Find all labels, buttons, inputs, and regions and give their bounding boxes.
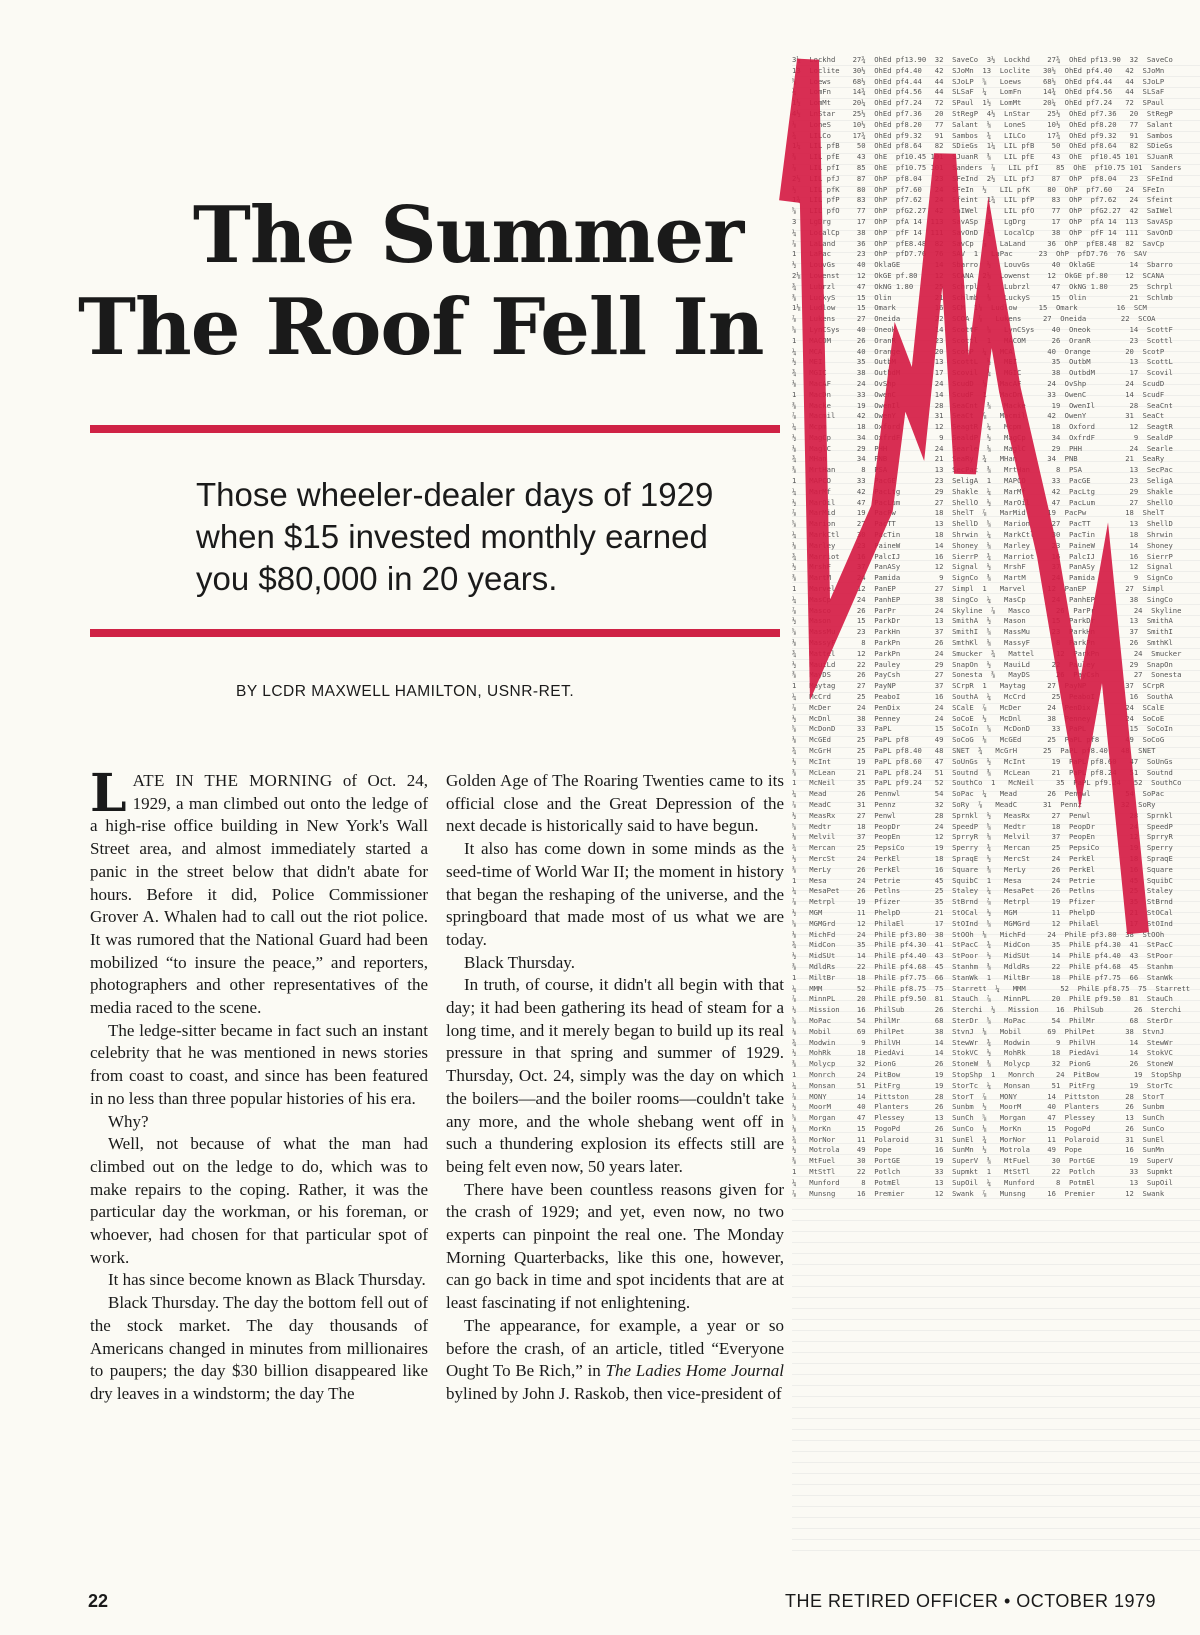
stock-listing-row: ½ MidSUt 14 PhilE pf4.40 43 StPoor ½ MidSUt 14 PhilE pf4.40 43 StPoor xyxy=(792,951,1173,961)
stock-listing-row: 1½ LomMt 20¼ OhEd pf7.24 72 SPaul 1½ LomMt 20¼ OhEd pf7.24 72 SPaul xyxy=(792,98,1165,108)
stock-listing-row: 3½ Lockhd 27¾ OhEd pf13.90 32 SaveCo 3½ Lockhd 27¾ OhEd pf13.90 32 SaveCo xyxy=(792,55,1173,64)
byline: BY LCDR MAXWELL HAMILTON, USNR-RET. xyxy=(236,683,575,700)
stock-listing-row: ⅝ MassMu 23 ParkHn 37 SmithI ⅝ MassMu 23 ParkHn 37 SmithI xyxy=(792,627,1173,637)
stock-listing-row: 1 MAPCO 33 PacGE 23 SeligA 1 MAPCO 33 PacGE 23 SeligA xyxy=(792,476,1173,486)
stock-listing-row: ⅜ MdldRs 22 PhilE pf4.68 45 Stanhm ⅜ MdldRs 22 PhilE pf4.68 45 Stanhm xyxy=(792,961,1173,971)
stock-listing-row: ⅜ McLean 21 PaPL pf8.24 51 Soutnd ⅜ McLean 21 PaPL pf8.24 51 Soutnd xyxy=(792,767,1173,777)
stock-listing-row: 13 Loclite 30½ OhEd pf4.40 42 SJoMn 13 Loclite 30½ OhEd pf4.40 42 SJoMn xyxy=(792,65,1165,75)
stock-listing-row: ¾ Mattel 12 ParkPn 24 Smucker ¾ Mattel 12 ParkPn 24 Smucker xyxy=(792,648,1182,658)
body-paragraph: It has since become known as Black Thursday. xyxy=(108,1270,426,1290)
stock-listing-row: ⅝ MoPac 54 PhilMr 68 SterDr ⅝ MoPac 54 PhilMr 68 SterDr xyxy=(792,1015,1173,1025)
stock-listing-row: ¼ MMM 52 PhilE pf8.75 75 Starrett ¼ MMM 52 PhilE pf8.75 75 Starrett xyxy=(792,983,1191,993)
stock-listing-row: 1 Mesa 24 Petrie 45 SquibC 1 Mesa 24 Petrie 45 SquibC xyxy=(792,875,1173,885)
stock-listing-row: ½ LouvGs 40 OklaGE 14 Sbarro ½ LouvGs 40 OklaGE 14 Sbarro xyxy=(792,260,1173,270)
body-paragraph: Black Thursday. xyxy=(464,952,575,972)
body-text: The appearance, for example, a year or so before the crash, of an article, titled “Everyone Ought To Be Rich,” in xyxy=(446,1315,784,1381)
stock-listing-row: ¼ MarkCtl 30 PacTin 18 Shrwin ¼ MarkCtl 30 PacTin 18 Shrwin xyxy=(792,530,1173,540)
stock-listing-row: ⅞ MeadC 31 Pennz 32 SoRy ⅞ MeadC 31 Pennz 32 SoRy xyxy=(792,799,1156,809)
article-title xyxy=(78,190,798,374)
stock-listing-row: ¼ Mead 26 Pennwl 54 SoPac ¼ Mead 26 Pennwl 54 SoPac xyxy=(792,789,1165,799)
stock-listing-row: ⅞ Lukens 27 Oneida 22 SCOA ⅞ Lukens 27 Oneida 22 SCOA xyxy=(792,314,1156,324)
body-paragraph: Black Thursday. The day the bottom fell out of the stock market. The day thousands of Americans changed in minutes from millionaires to paupers; the day $30 billion disappeared like dry leaves in a windstorm; the day The xyxy=(90,1293,428,1403)
stock-listing-row: ½ MrshF 37 PanASy 12 Signal ½ MrshF 37 PanASy 12 Signal xyxy=(792,562,1173,572)
stock-listing-row: ½ MGM 11 PhelpD 21 StOCal ½ MGM 11 PhelpD 21 StOCal xyxy=(792,907,1173,917)
stock-listing-row: ⅝ Morgan 47 Plessey 13 SunCh ⅝ Morgan 47 Plessey 13 SunCh xyxy=(792,1113,1165,1123)
stock-listing-row: 1⅛ Ludlow 15 Omark 16 SCM 1⅛ Ludlow 15 Omark 16 SCM xyxy=(792,303,1147,313)
body-paragraph: There have been countless reasons given for the crash of 1929; and yet, even now, no two experts can pinpoint the real one. The Monday Morning Quarterbacks, like this one, however, can go back in time and spot incidents that are at least fascinating if not enlightening. xyxy=(446,1179,784,1313)
stock-listing-row: 3 LgDrg 17 OhP pfA 14 113 SavASp 3 LgDrg 17 OhP pfA 14 113 SavASp xyxy=(792,216,1173,226)
stock-listing-row: ⅞ MinnPL 20 PhilE pf9.50 81 StauCh ⅞ MinnPL 20 PhilE pf9.50 81 StauCh xyxy=(792,994,1173,1004)
body-paragraph: The ledge-sitter became in fact such an instant celebrity that he was mentioned in news stories from coast to coast, and since has been featured in no less than three popular histories of his era. xyxy=(90,1020,428,1108)
stock-listing-row: ⅛ MorKn 15 PogoPd 26 SunCo ⅛ MorKn 15 PogoPd 26 SunCo xyxy=(792,1123,1165,1133)
stock-listing-row: ½ MercSt 24 PerkEl 18 SpraqE ½ MercSt 24 PerkEl 18 SpraqE xyxy=(792,853,1173,863)
stock-listing-row: ⅜ Macke 19 OwenIl 28 SeaCnt ⅜ Macke 19 OwenIl 28 SeaCnt xyxy=(792,400,1173,410)
stock-listing-row: ¾ MidCon 35 PhilE pf4.30 41 StPacC ¾ MidCon 35 PhilE pf4.30 41 StPacC xyxy=(792,940,1173,950)
subtitle-line: when $15 invested monthly earned xyxy=(196,518,708,555)
stock-listing-row: ⅛ McGEd 25 PaPL pf8 49 SoCoG ⅛ McGEd 25 PaPL pf8 49 SoCoG xyxy=(792,735,1165,745)
stock-listing-row: 1 LaPac 23 OhP pfD7.76 76 SAV 1 LaPac 23 OhP pfD7.76 76 SAV xyxy=(792,249,1147,259)
stock-listing-row: ⅜ MerLy 26 PerkEl 16 Square ⅜ MerLy 26 PerkEl 16 Square xyxy=(792,864,1173,874)
stock-listing-row: ⅜ MayDS 26 PayCsh 27 Sonesta ⅜ MayDS 26 PayCsh 27 Sonesta xyxy=(792,670,1182,680)
stock-listing-row: ¾ MorNor 11 Polaroid 31 SunEl ¾ MorNor 11 Polaroid 31 SunEl xyxy=(792,1134,1165,1144)
page-number: 22 xyxy=(88,1591,109,1611)
stock-listing-row: 2⅛ Lowenst 12 OkGE pf.80 12 SCANA 2⅛ Lowenst 12 OkGE pf.80 12 SCANA xyxy=(792,270,1165,280)
stock-listing-row: ¼ Munford 8 PotmEl 13 SupOil ¼ Munford 8 PotmEl 13 SupOil xyxy=(792,1177,1173,1187)
stock-listing-row: ¼ Monsan 51 PitFrg 19 StorTc ¼ Monsan 51 PitFrg 19 StorTc xyxy=(792,1080,1173,1090)
stock-listing-row: ½ MauiLd 22 Pauley 29 SnapOn ½ MauiLd 22 Pauley 29 SnapOn xyxy=(792,659,1173,669)
stock-listing-row: ½ Motrola 49 Pope 16 SunMn ½ Motrola 49 Pope 16 SunMn xyxy=(792,1145,1165,1155)
stock-listing-row: ¾ Lubrzl 47 OkNG 1.80 25 Schrpl ¾ Lubrzl 47 OkNG 1.80 25 Schrpl xyxy=(792,281,1173,291)
stock-listing-row: ⅝ LIL pfO 77 OhP pfG2.27 42 SaIWel ⅝ LIL pfO 77 OhP pfG2.27 42 SaIWel xyxy=(792,206,1173,216)
stock-listing-row: 1 MtStTl 22 Potlch 33 Supmkt 1 MtStTl 22 Potlch 33 Supmkt xyxy=(792,1167,1173,1177)
stock-listing-row: ¼ Mcpm 18 Oxford 12 SeagtR ¼ Mcpm 18 Oxford 12 SeagtR xyxy=(792,422,1173,432)
stock-listing-row: ⅞ LIL pfI 85 OhE pf10.75 101 Sanders ⅞ LIL pfI 85 OhE pf10.75 101 Sanders xyxy=(792,162,1182,172)
stock-listing-row: ½ MohRk 18 PiedAvi 14 StokVC ½ MohRk 18 PiedAvi 14 StokVC xyxy=(792,1048,1173,1058)
stock-listing-row: ¼ MarMf 42 PacLtg 29 Shakle ¼ MarMf 42 PacLtg 29 Shakle xyxy=(792,486,1173,496)
stock-listing-row: ¼ MesaPet 26 Petlns 25 Staley ¼ MesaPet 26 Petlns 25 Staley xyxy=(792,886,1173,896)
stock-listing-background xyxy=(792,55,1200,1555)
stock-listing-row: ⅞ MarMid 19 PacPw 18 ShelT ⅞ MarMid 19 PacPw 18 ShelT xyxy=(792,508,1165,518)
stock-listing-row: ½ MarOil 47 PacLum 27 ShellO ½ MarOil 47 PacLum 27 ShellO xyxy=(792,497,1173,507)
stock-listing-row: ½ MoorM 40 Planters 26 Sunbm ½ MoorM 40 Planters 26 Sunbm xyxy=(792,1102,1165,1112)
subtitle xyxy=(196,474,756,600)
stock-listing-row: 1¼ LIL pfB 50 OhEd pf8.64 82 SDieGs 1¼ LIL pfB 50 OhEd pf8.64 82 SDieGs xyxy=(792,141,1173,151)
stock-listing-row: 1 MiltBr 18 PhilE pf7.75 66 StanWk 1 MiltBr 18 PhilE pf7.75 66 StanWk xyxy=(792,972,1173,982)
stock-listing-row: ⅜ Molycp 32 PionG 26 StoneW ⅜ Molycp 32 PionG 26 StoneW xyxy=(792,1059,1173,1069)
stock-listing-row: ⅞ MONY 14 Pittston 28 StorT ⅞ MONY 14 Pittston 28 StorT xyxy=(792,1091,1165,1101)
stock-listing-row: ⅞ Metrpl 19 Pfizer 35 StBrnd ⅞ Metrpl 19 Pfizer 35 StBrnd xyxy=(792,897,1173,907)
title-line-1: The Summer xyxy=(192,190,744,281)
body-paragraph: It also has come down in some minds as the seed-time of World War II; the moment in history that began the reshaping of the universe, and the springboard that made most of us what we are today. xyxy=(446,839,784,949)
stock-listing-row: ¾ MGIC 38 OutbdM 17 Scovil ¾ MGIC 38 OutbdM 17 Scovil xyxy=(792,368,1173,378)
stock-listing-row: ⅛ MichFd 24 PhilE pf3.80 38 StOOh ⅛ MichFd 24 PhilE pf3.80 38 StOOh xyxy=(792,929,1165,939)
subtitle-line: Those wheeler-dealer days of 1929 xyxy=(196,476,714,513)
stock-listing-row: ½ MagCp 34 OxfrdF 9 SealdP ½ MagCp 34 OxfrdF 9 SealdP xyxy=(792,432,1173,442)
drop-cap: L xyxy=(90,763,127,824)
lead-small-caps: ATE IN THE MORNING xyxy=(132,771,333,790)
publication-footer: THE RETIRED OFFICER • OCTOBER 1979 xyxy=(784,1591,1156,1611)
stock-listing-row: ⅝ Medtr 18 PeopDr 24 SpeedP ⅝ Medtr 18 PeopDr 24 SpeedP xyxy=(792,821,1173,831)
stock-listing-row: ⅜ MtFuel 30 PortGE 19 SuperV ⅜ MtFuel 30 PortGE 19 SuperV xyxy=(792,1156,1173,1166)
stock-listing-row: ¾ LILCo 17¾ OhEd pf9.32 91 Sambos ¾ LILCo 17¾ OhEd pf9.32 91 Sambos xyxy=(792,130,1173,140)
stock-listing-row: ½ McInt 19 PaPL pf8.60 47 SoUnGs ½ McInt 19 PaPL pf8.60 47 SoUnGs xyxy=(792,756,1173,766)
body-paragraph: Golden Age of The Roaring Twenties came to its official close and the Great Depression of the next decade is historically said to have begun. xyxy=(446,771,784,836)
stock-listing-row: ⅝ MGMGrd 12 PhilaEl 17 StOInd ⅝ MGMGrd 12 PhilaEl 17 StOInd xyxy=(792,918,1173,928)
stock-listing-row: ¾ McGrH 25 PaPL pf8.40 48 SNET ¾ McGrH 25 PaPL pf8.40 48 SNET xyxy=(792,746,1156,755)
stock-listing-row: ⅛ LoneS 10½ OhEd pf8.20 77 Salant ⅛ LoneS 10½ OhEd pf8.20 77 Salant xyxy=(792,119,1173,129)
stock-listing-row: ⅝ LynCSys 40 Oneok 14 ScottF ⅝ LynCSys 40 Oneok 14 ScottF xyxy=(792,324,1173,334)
stock-listing-row: 1 McNeil 35 PaPL pf9.24 52 SouthCo 1 McNeil 35 PaPL pf9.24 52 SouthCo xyxy=(792,778,1182,788)
top-red-rule xyxy=(90,425,780,433)
stock-listing-row: ½ LIL pfK 80 OhP pf7.60 24 SFeIn ½ LIL pfK 80 OhP pf7.60 24 SFeIn xyxy=(792,184,1165,194)
stock-listing-row: 1 Maytag 27 PayNP 37 SCrpR 1 Maytag 27 PayNP 37 SCrpR xyxy=(792,681,1165,691)
subtitle-line: you $80,000 in 20 years. xyxy=(196,560,558,597)
stock-listing-row: ⅝ McDonD 33 PaPL 15 SoCoIn ⅝ McDonD 33 PaPL 15 SoCoIn xyxy=(792,724,1173,734)
stock-listing-row: ½ McDnl 38 Penney 24 SoCoE ½ McDnl 38 Penney 24 SoCoE xyxy=(792,713,1165,723)
body-column-1 xyxy=(90,763,428,1406)
stock-listing-row: ½ MeasRx 27 Penwl 28 Sprnkl ½ MeasRx 27 Penwl 28 Sprnkl xyxy=(792,810,1173,820)
lead-text: of Oct. 24, 1929, a man climbed out onto the ledge of a high-rise office building in New York's Wall Street area, and almost immediately started a panic in the street below that didn't abate for hours. Before it did, Police Commissioner Grover A. Whalen had to call out the riot police. It was rumored that the National Guard had been mobilized “to insure the peace,” and reporters, photographers and other representatives of the media raced to the scene. xyxy=(90,771,428,1018)
body-paragraph xyxy=(446,1315,784,1406)
lead-paragraph xyxy=(90,763,428,1020)
stock-listing-row: 4½ LnStar 25½ OhEd pf7.36 20 StRegP 4½ LnStar 25½ OhEd pf7.36 20 StRegP xyxy=(792,108,1173,118)
stock-listing-row: ¾ Mercan 25 PepsiCo 19 Sperry ¾ Mercan 25 PepsiCo 19 Sperry xyxy=(792,843,1173,853)
stock-listing-row: ⅛ MacAF 24 OvShp 24 ScudD ⅛ MacAF 24 OvShp 24 ScudD xyxy=(792,378,1165,388)
stock-listing-row: ⅝ Marion 27 PacTT 13 ShellD ⅝ Marion 27 PacTT 13 ShellD xyxy=(792,519,1173,529)
stock-listing-row: ¾ MHan 34 PNB 21 SeaRy ¾ MHan 34 PNB 21 SeaRy xyxy=(792,454,1165,464)
publication-italic: The Ladies Home Journal xyxy=(605,1361,784,1381)
body-paragraph: Why? xyxy=(108,1111,149,1131)
stock-listing-row: ⅞ McDer 24 PenDix 24 SCalE ⅞ McDer 24 PenDix 24 SCalE xyxy=(792,702,1165,712)
stock-listing-row: ⅜ LuckyS 15 Olin 21 Schlmb ⅜ LuckyS 15 Olin 21 Schlmb xyxy=(792,292,1173,302)
stock-listing-row: ⅞ LaLand 36 OhP pfE8.48 82 SavCp ⅞ LaLand 36 OhP pfE8.48 82 SavCp xyxy=(792,238,1165,248)
stock-listing-row: ⅜ MartM 24 Pamida 9 SignCo ⅜ MartM 24 Pamida 9 SignCo xyxy=(792,573,1173,583)
stock-listing-row: ½ MEI 35 OutbM 13 ScottL ½ MEI 35 OutbM 13 ScottL xyxy=(792,357,1173,367)
body-text: bylined by John J. Raskob, then vice-president of xyxy=(446,1383,782,1403)
title-line-2: The Roof Fell In xyxy=(78,282,764,373)
body-paragraph: In truth, of course, it didn't all begin with that day; it had been gathering its head of steam for a long time, and it merely began to build up its real pressure in that spring and summer of 1929. Thursday, Oct. 24, simply was the day on which the boilers—and the boiler rooms—couldn't take any more, and the whole shebang went off in such a thundering explosion its effects still are being felt even now, 50 years later. xyxy=(446,975,784,1176)
stock-listing-row: ⅛ MaglC 29 PHH 24 Searle ⅛ MaglC 29 PHH 24 Searle xyxy=(792,443,1173,453)
body-paragraph: Well, not because of what the man had climbed out on the ledge to do, which was to make repairs to the coping. Rather, it was the particular day the workman, or his foreman, or whoever, had chosen for that particular spot of work. xyxy=(90,1134,428,1267)
body-column-2 xyxy=(446,770,784,1406)
stock-listing-row: ¼ LocalCp 38 OhP pfF 14 111 SavOnD ¼ LocalCp 38 OhP pfF 14 111 SavOnD xyxy=(792,227,1173,237)
stock-listing-row: ¼ MCA 40 Orange 20 ScotP ¼ MCA 40 Orange 20 ScotP xyxy=(792,346,1165,356)
stock-listing-row: ½ Mason 15 ParkDr 13 SmithA ½ Mason 15 ParkDr 13 SmithA xyxy=(792,616,1173,626)
stock-listing-row: 1 MACOM 26 OranR 23 Scottl 1 MACOM 26 OranR 23 Scottl xyxy=(792,335,1173,345)
stock-listing-row: ¾ Modwin 9 PhilVH 14 StewWr ¾ Modwin 9 PhilVH 14 StewWr xyxy=(792,1037,1173,1047)
stock-listing-row: 1 Monrch 24 PitBow 19 StopShp 1 Monrch 24 PitBow 19 StopShp xyxy=(792,1069,1182,1079)
stock-listing-row: ⅛ Mobil 69 PhilPet 38 StvnJ ⅛ Mobil 69 PhilPet 38 StvnJ xyxy=(792,1026,1165,1036)
stock-listing-row: ⅜ MrtHan 8 PSA 13 SecPac ⅜ MrtHan 8 PSA 13 SecPac xyxy=(792,465,1173,475)
stock-listing-row: ⅞ Masco 26 ParPr 24 Skyline ⅞ Masco 26 ParPr 24 Skyline xyxy=(792,605,1182,615)
stock-listing-row: 1¾ LIL pfP 83 OhP pf7.62 24 Sfeint 1¾ LIL pfP 83 OhP pf7.62 24 Sfeint xyxy=(792,195,1173,205)
stock-listing-row: ¼ McCrd 25 PeaboI 16 SouthA ¼ McCrd 25 PeaboI 16 SouthA xyxy=(792,692,1173,702)
stock-listing-row: 1 MacDn 33 OwenC 14 ScudF 1 MacDn 33 OwenC 14 ScudF xyxy=(792,389,1165,399)
stock-listing-row: ¼ LomFn 14¾ OhEd pf4.56 44 SLSaF ¼ LomFn 14¾ OhEd pf4.56 44 SLSaF xyxy=(792,87,1165,97)
stock-listing-row: ⅞ Munsng 16 Premier 12 Swank ⅞ Munsng 16 Premier 12 Swank xyxy=(792,1188,1165,1198)
stock-listing-row: 2½ LIL pfJ 87 OhP pf8.04 23 SFeInd 2½ LIL pfJ 87 OhP pf8.04 23 SFeInd xyxy=(792,173,1173,183)
stock-listing-row: ⅞ Macmil 42 OwenY 31 SeaCt ⅞ Macmil 42 OwenY 31 SeaCt xyxy=(792,411,1165,421)
stock-listing-row: ½ Mission 16 PhilSub 26 Sterchi ½ Mission 16 PhilSub 26 Sterchi xyxy=(792,1005,1182,1015)
stock-listing-row: ⅛ MassyF 8 ParkPn 26 SmthKl ⅛ MassyF 8 ParkPn 26 SmthKl xyxy=(792,638,1173,648)
stock-listing-row: ¾ Marriot 16 PalcIJ 16 SierrP ¾ Marriot 16 PalcIJ 16 SierrP xyxy=(792,551,1173,561)
stock-listing-row: 1 Marvel 12 PanEP 27 Simpl 1 Marvel 12 PanEP 27 Simpl xyxy=(792,584,1165,594)
stock-listing-row: ⅝ Loews 68½ OhEd pf4.44 44 SJoLP ⅝ Loews 68½ OhEd pf4.44 44 SJoLP xyxy=(792,76,1165,86)
stock-listing-row: ⅛ Marley 23 PaineW 14 Shoney ⅛ Marley 23 PaineW 14 Shoney xyxy=(792,540,1173,550)
stock-listing-row: ¼ MasCp 24 PanhEP 38 SingCo ¼ MasCp 24 PanhEP 38 SingCo xyxy=(792,594,1173,604)
stock-listing-row: ⅜ LIL pfE 43 OhE pf10.45 101 SJuanR ⅜ LIL pfE 43 OhE pf10.45 101 SJuanR xyxy=(792,152,1173,162)
stock-listing-row: ⅛ Melvil 37 PeopEn 12 SprryR ⅛ Melvil 37 PeopEn 12 SprryR xyxy=(792,832,1173,842)
bottom-red-rule xyxy=(90,629,780,637)
